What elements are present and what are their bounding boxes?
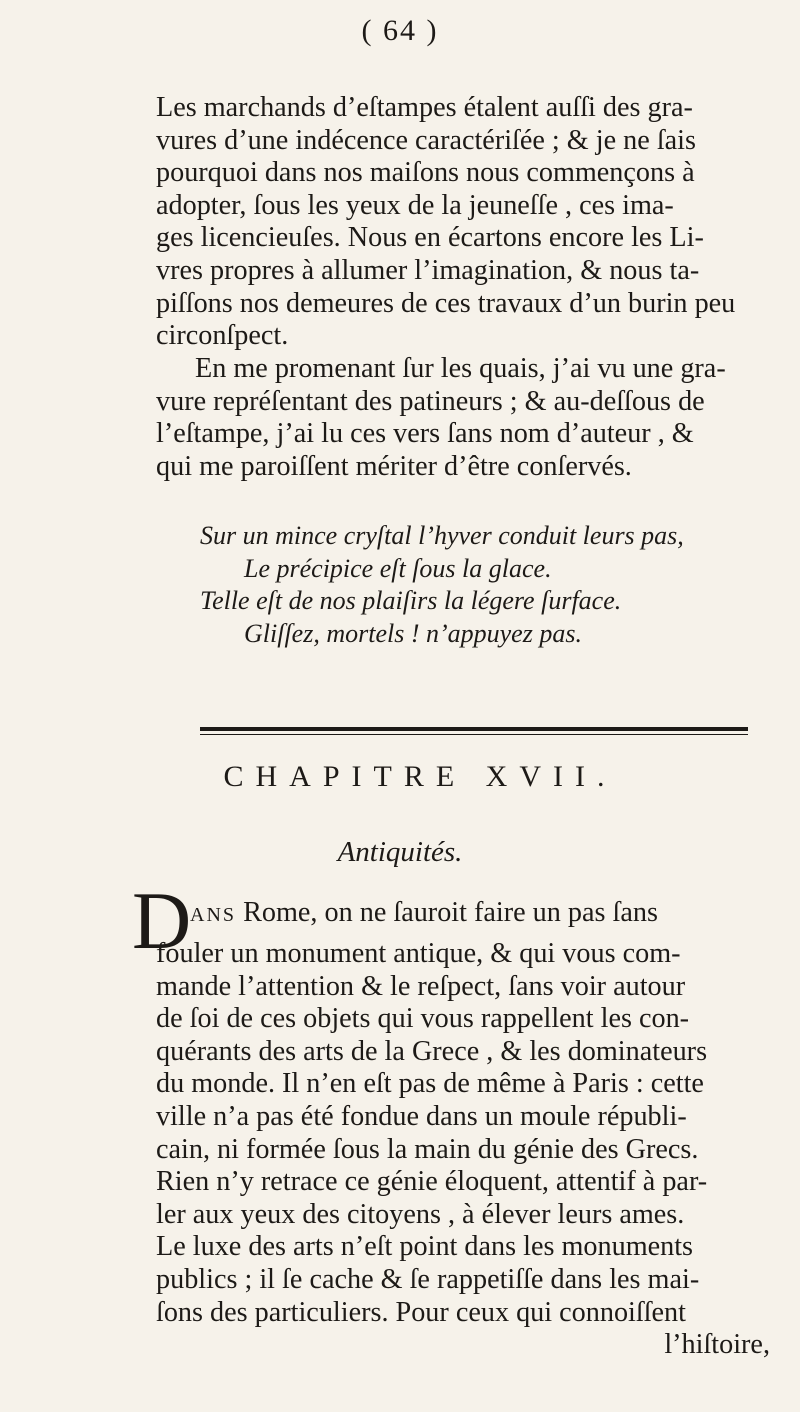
paragraph-skaters: [156, 353, 780, 483]
drop-cap: D: [132, 875, 192, 966]
text-line: Le luxe des arts n’eſt point dans les monuments: [156, 1231, 694, 1263]
text-line: piſſons nos demeures de ces travaux d’un burin peu: [156, 287, 736, 319]
text-line: mande l’attention & le reſpect, ſans voir autour: [156, 970, 686, 1002]
text-line: quérants des arts de la Grece , & les dominateurs: [156, 1035, 708, 1067]
verse-quotation: [156, 520, 756, 650]
chapter-heading: CHAPITRE XVII.: [223, 760, 617, 793]
text-line: publics ; il ſe cache & ſe rappetiſſe dans les mai-: [156, 1263, 700, 1295]
first-word-smallcaps: ans: [190, 897, 237, 928]
text-line: ville n’a pas été fondue dans un moule républi-: [156, 1100, 687, 1132]
paragraph-engravings: [156, 92, 780, 353]
text-line: pourquoi dans nos maiſons nous commençons à: [156, 157, 695, 189]
text-line: du monde. Il n’en eſt pas de même à Paris : cette: [156, 1068, 704, 1100]
text-line: l’eſtampe, j’ai lu ces vers ſans nom d’auteur , &: [156, 418, 694, 450]
page-number: ( 64 ): [361, 14, 439, 47]
text-line: ſons des particuliers. Pour ceux qui connoiſſent: [156, 1296, 686, 1328]
text-line: qui me paroiſſent mériter d’être conſervés.: [156, 450, 632, 482]
first-line: [190, 897, 658, 929]
text-line: circonſpect.: [156, 320, 289, 352]
chapter-subtitle: Antiquités.: [337, 836, 463, 868]
chapter-divider-thin: [200, 734, 748, 735]
text-line: Rien n’y retrace ce génie éloquent, attentif à par-: [156, 1166, 708, 1198]
text-line: Les marchands d’eſtampes étalent auſſi des gra-: [156, 92, 693, 123]
text-line: de ſoi de ces objets qui vous rappellent les con-: [156, 1003, 690, 1035]
verse-line: Gliſſez, mortels ! n’appuyez pas.: [244, 618, 582, 648]
text-line: fouler un monument antique, & qui vous com-: [156, 938, 681, 969]
text-line: cain, ni formée ſous la main du génie des Grecs.: [156, 1133, 699, 1165]
text-line: ges licencieuſes. Nous en écartons encore les Li-: [156, 222, 704, 254]
text-line: vures d’une indécence caractériſée ; & je ne ſais: [156, 124, 696, 156]
verse-line: Telle eſt de nos plaiſirs la légere ſurface.: [200, 586, 622, 616]
text-line: adopter, ſous les yeux de la jeuneſſe , ces ima-: [156, 189, 674, 221]
catchword: l’hiſtoire,: [664, 1329, 770, 1361]
text-line: En me promenant ſur les quais, j’ai vu une gra-: [195, 353, 726, 384]
text-line: vres propres à allumer l’imagination, & nous ta-: [156, 254, 700, 286]
verse-line: Sur un mince cryſtal l’hyver conduit leurs pas,: [200, 521, 684, 550]
text-line: ler aux yeux des citoyens , à élever leurs ames.: [156, 1198, 685, 1230]
chapter-divider: [200, 727, 748, 731]
text-line: vure repréſentant des patineurs ; & au-deſſous de: [156, 385, 705, 417]
paragraph-antiquities: [156, 938, 780, 1362]
first-line-text: Rome, on ne ſauroit faire un pas ſans: [236, 897, 658, 928]
verse-line: Le précipice eſt ſous la glace.: [244, 553, 552, 583]
